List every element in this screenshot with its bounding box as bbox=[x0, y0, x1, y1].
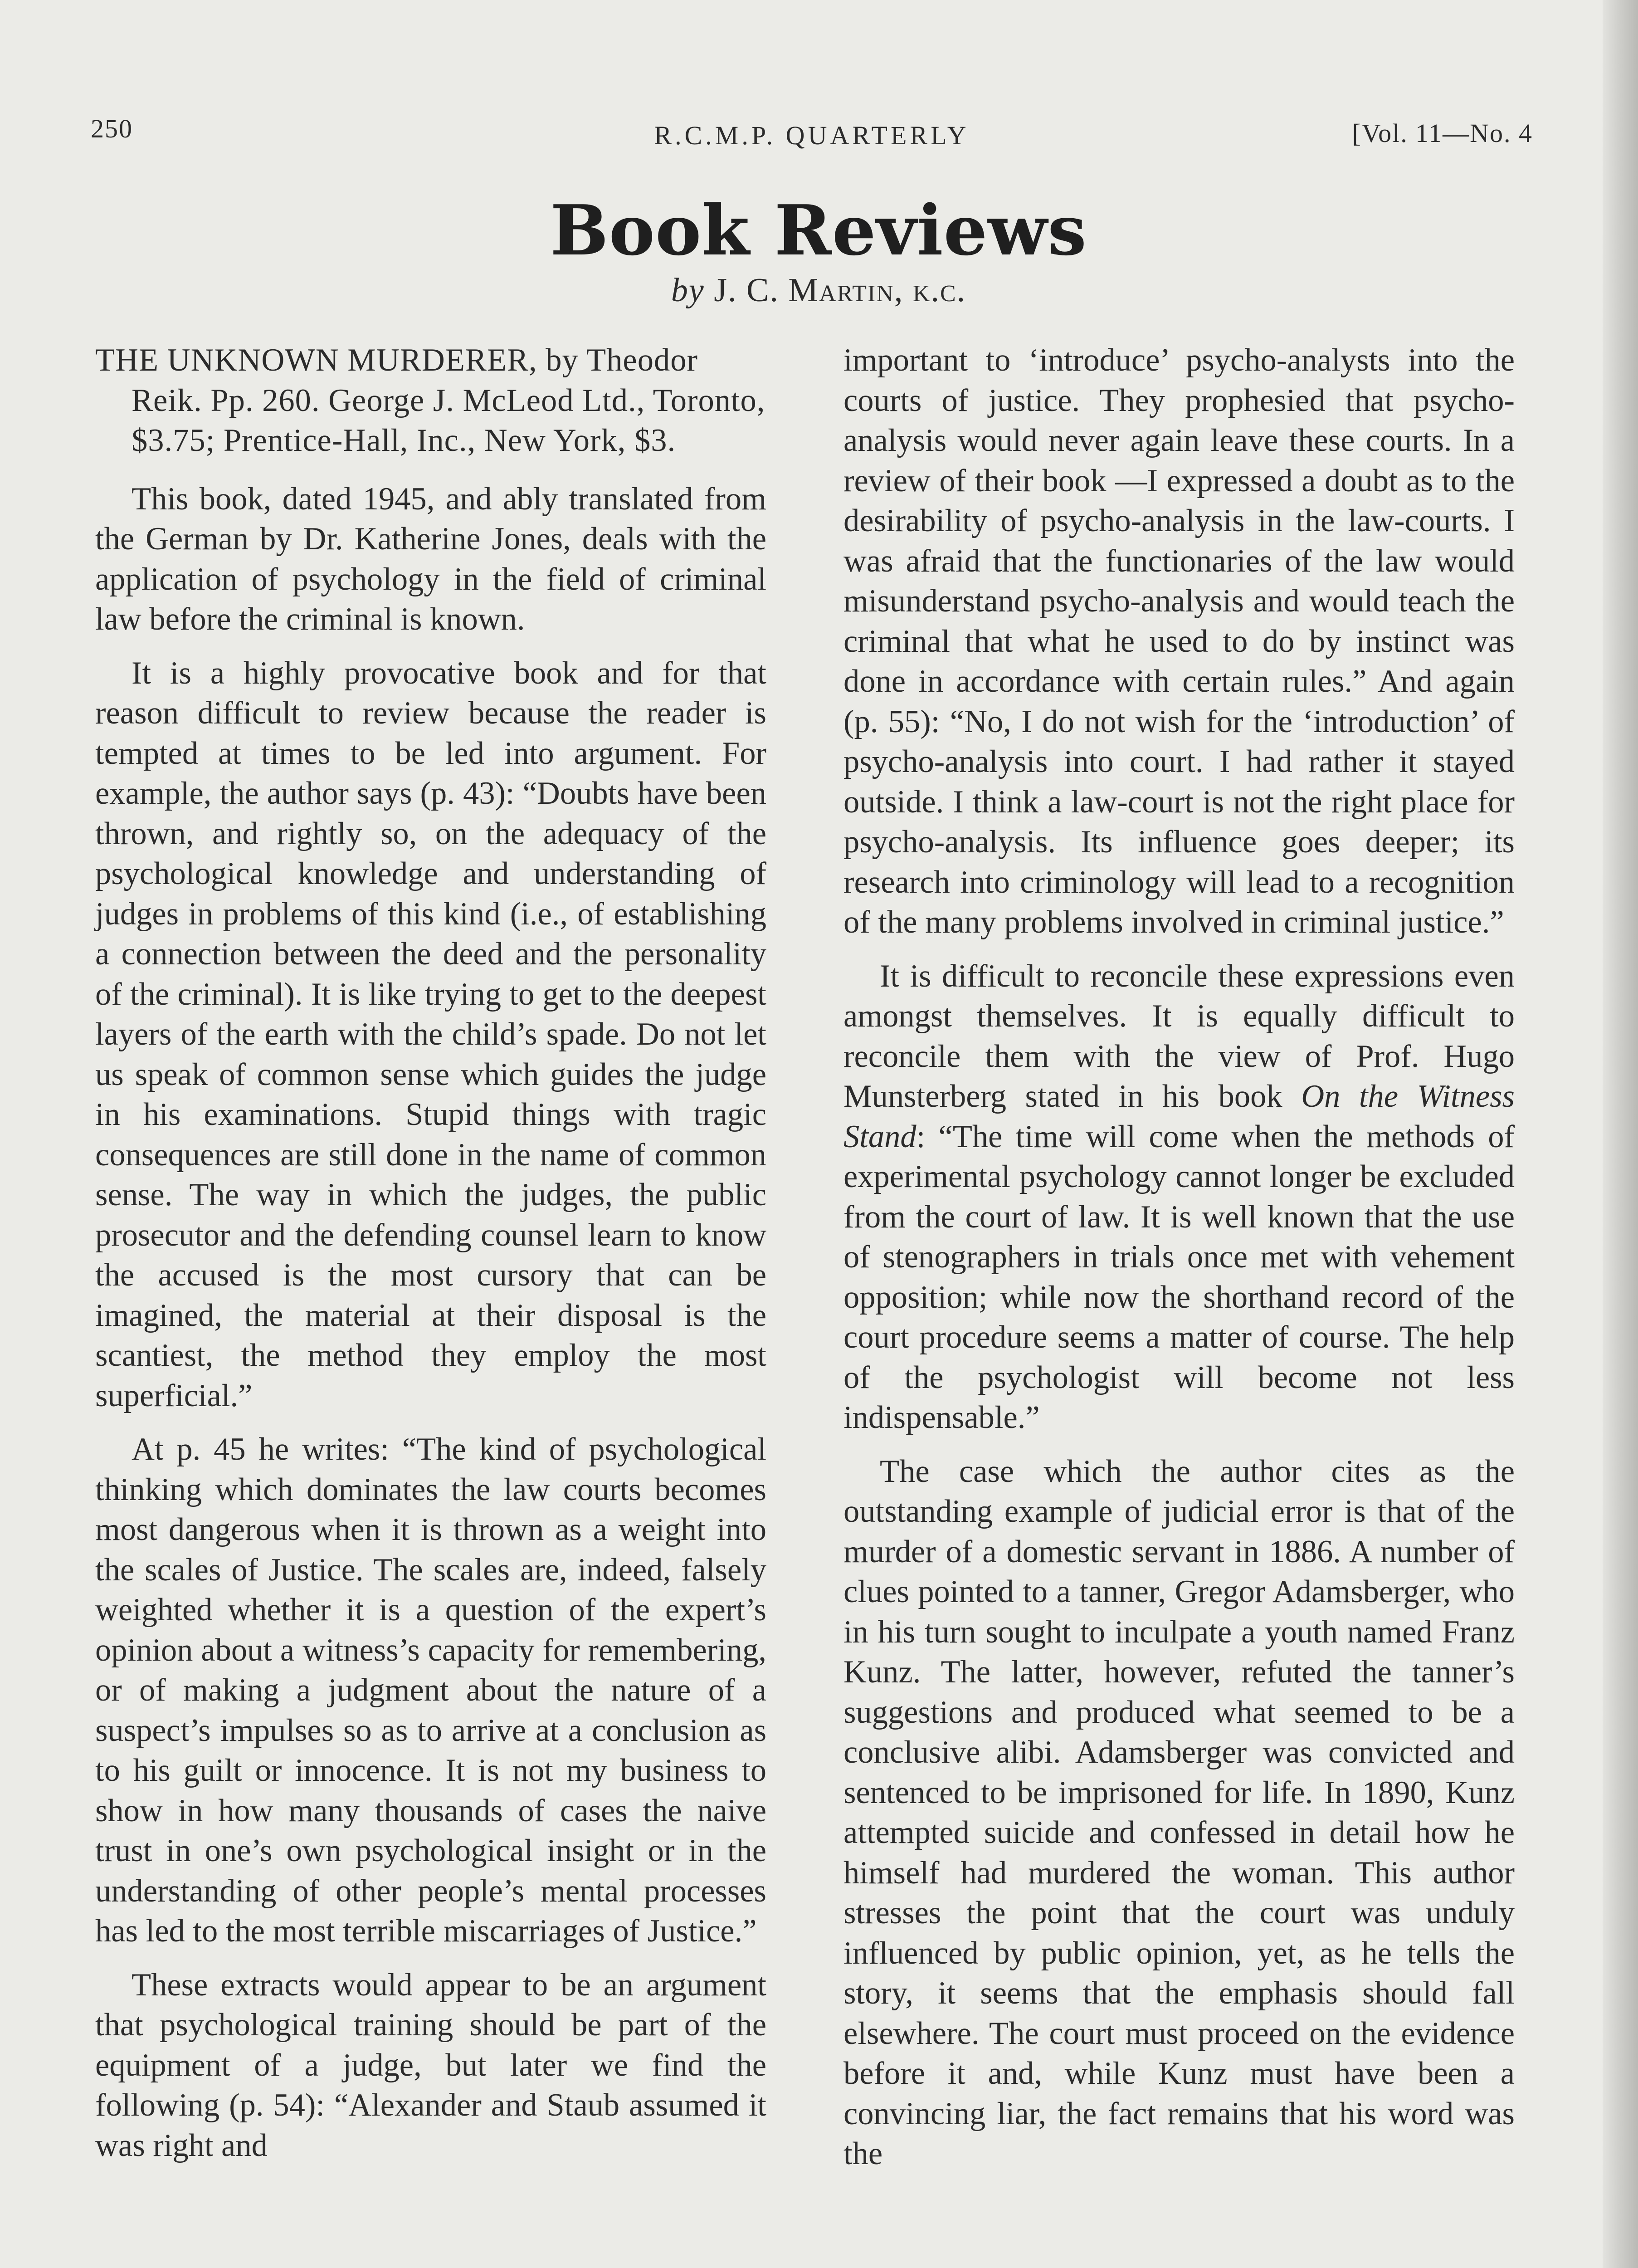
paragraph-continued: important to ‘introduce’ psycho-analysts into the courts of justice. They prophesied that psycho-analysis would never again leave these courts. In a review of their book —I expressed a doubt as to the desirability of psycho-analysis in the law-courts. I was afraid that the functionaries of the law would misunderstand psycho-analysis and would teach the criminal that what he used to do by instinct was done in accordance with certain rules.” And again (p. 55): “No, I do not wish for the ‘introduction’ of psycho-analysis into court. I had rather it stayed outside. I think a law-court is not the right place for psycho-analysis. Its influence goes deeper; its research into criminology will lead to a recognition of the many problems involved in criminal justice.” bbox=[843, 342, 1515, 940]
page-title: Book Reviews bbox=[550, 190, 1087, 271]
paragraph: At p. 45 he writes: “The kind of psychological thinking which dominates the law courts becomes most dangerous when it is thrown as a weight into the scales of Justice. The scales are, indeed, falsely weighted whether it is a question of the expert’s opinion about a witness’s capacity for remembering, or of making a judgment about the nature of a suspect’s impulses so as to arrive at a conclusion as to his guilt or innocence. It is not my business to show in how many thousands of cases the naive trust in one’s own psychological insight or in the understanding of other people’s mental processes has led to the most terrible miscarriages of Justice.” bbox=[95, 1432, 766, 1949]
byline bbox=[91, 271, 1546, 310]
paragraph: The case which the author cites as the outstanding example of judicial error is that of the murder of a domestic servant in 1886. A number of clues pointed to a tanner, Gregor Adamsberger, who in his turn sought to inculpate a youth named Franz Kunz. The latter, however, refuted the tanner’s suggestions and produced what seemed to be a conclusive alibi. Adamsberger was convicted and sentenced to be imprisoned for life. In 1890, Kunz attempted suicide and confessed in detail how he himself had murdered the woman. This author stresses the point that the court was unduly influenced by public opinion, yet, as he tells the story, it seems that the emphasis should fall elsewhere. The court must proceed on the evidence before it and, while Kunz must have been a convincing liar, the fact remains that his word was the bbox=[843, 1453, 1515, 2171]
book-title: On the Witness Stand bbox=[843, 1079, 1515, 1154]
paragraph bbox=[843, 956, 1515, 1438]
page-number: 250 bbox=[91, 114, 133, 143]
byline-author: J. C. Martin, bbox=[714, 272, 904, 309]
paragraph: This book, dated 1945, and ably translated from the German by Dr. Katherine Jones, deals with the application of psychology in the field of criminal law before the criminal is known. bbox=[95, 481, 766, 637]
paragraph-text: It is difficult to reconcile these expressions even amongst themselves. It is equally difficult to reconcile them with the view of Prof. Hugo Munsterberg stated in his book bbox=[843, 958, 1515, 1114]
byline-prefix: by bbox=[671, 272, 705, 309]
right-column bbox=[843, 340, 1515, 2188]
byline-honorific: k.c. bbox=[912, 272, 966, 309]
left-column bbox=[95, 340, 766, 2179]
page-edge-shadow bbox=[1603, 0, 1638, 2268]
journal-title: R.C.M.P. QUARTERLY bbox=[654, 121, 970, 150]
paragraph: These extracts would appear to be an argument that psychological training should be part of the equipment of a judge, but later we find the following (p. 54): “Alexander and Staub assumed it was right and bbox=[95, 1967, 766, 2163]
book-citation: THE UNKNOWN MURDERER, by Theodor Reik. Pp. 260. George J. McLeod Ltd., Toronto, $3.75; Prentice-Hall, Inc., New York, $3. bbox=[95, 342, 765, 458]
paragraph: It is a highly provocative book and for that reason difficult to review because the reader is tempted at times to be led into argument. For example, the author says (p. 43): “Doubts have been thrown, and rightly so, on the adequacy of the psychological knowledge and understanding of judges in problems of this kind (i.e., of establishing a connection between the deed and the personality of the criminal). It is like trying to get to the deepest layers of the earth with the child’s spade. Do not let us speak of common sense which guides the judge in his examinations. Stupid things with tragic consequences are still done in the name of common sense. The way in which the judges, the public prosecutor and the defending counsel learn to know the accused is the most cursory that can be imagined, the material at their disposal is the scantiest, the method they employ the most superficial.” bbox=[95, 655, 766, 1413]
volume-issue: [Vol. 11—No. 4 bbox=[1352, 118, 1533, 148]
running-header bbox=[91, 109, 1533, 159]
paragraph-text: : “The time will come when the methods of experimental psychology cannot longer be excluded from the court of law. It is well known that the use of stenographers in trials once met with vehement opposition; while now the shorthand record of the court procedure seems a matter of course. The help of the psychologist will become not less indispensable.” bbox=[843, 1119, 1515, 1435]
